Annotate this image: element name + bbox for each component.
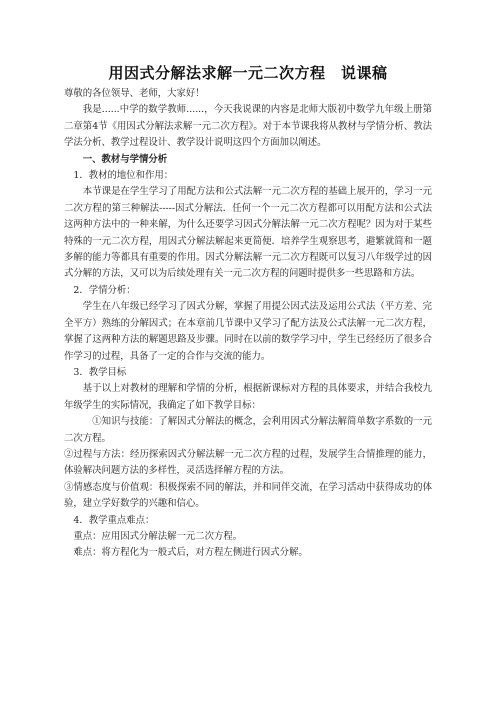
subheading-2: 2．学情分析： (73, 284, 136, 296)
intro-paragraph: 我是......中学的数学教师......，今天我说课的内容是北师大版初中数学九年级上册第二章第4节《用因式分解法求解一元二次方程》。对于本节课我将从教材与学情分析、教法学法分析、教学过程设计、教学设计说明这四个方面加以阐述。 (64, 104, 432, 149)
paragraph-student-analysis: 学生在八年级已经学习了因式分解，掌握了用提公因式法及运用公式法（平方差、完全平方）熟练的分解因式；在本章前几节课中又学习了配方法及公式法解一元二次方程，掌握了这两种方法的解题思路及步骤。同时在以前的数学学习中，学生已经经历了很多合作学习的过程，具备了一定的合作与交流的能力。 (64, 301, 432, 362)
subheading-4: 4．教学重点难点： (73, 514, 155, 526)
subheading-3: 3．教学目标 (73, 366, 127, 378)
key-point: 重点：应用因式分解法解一元二次方程。 (73, 530, 243, 542)
subheading-1: 1．教材的地位和作用： (73, 170, 174, 182)
section-heading-1: 一、教材与学情分析 (82, 153, 168, 165)
paragraph-objectives-intro: 基于以上对教材的理解和学情的分析，根据新课标对方程的具体要求，并结合我校九年级学生的实际情况，我确定了如下教学目标： (64, 383, 432, 411)
document-body (64, 86, 432, 562)
objective-attitude: ③情感态度与价值观：积极探索不同的解法，并和同伴交流，在学习活动中获得成功的体验，建立学好数学的兴趣和信心。 (64, 481, 432, 510)
difficult-point: 难点：将方程化为一般式后，对方程左侧进行因式分解。 (73, 547, 308, 559)
greeting: 尊敬的各位领导、老师，大家好！ (64, 88, 205, 99)
objective-process: ②过程与方法：经历探索因式分解法解一元二次方程的过程，发展学生合情推理的能力，体验解决问题方法的多样性，灵活选择解方程的方法。 (64, 448, 432, 477)
objective-knowledge: ①知识与技能：了解因式分解法的概念，会利用因式分解法解简单数字系数的一元二次方程。 (64, 416, 432, 444)
paragraph-textbook-role: 本节课是在学生学习了用配方法和公式法解一元二次方程的基础上展开的，学习一元二次方程的第三种解法-----因式分解法．任何一个一元二次方程都可以用配方法和公式法这两种方法中的一种来解，为什么还要学习因式分解法解一元二次方程呢？因为对于某些特殊的一元二次方程，用因式分解法解起来更简便．培养学生观察思考，避繁就简和一题多解的能力等都具有重要的作用。因式分解法解一元二次方程既可以复习八年级学过的因式分解的方法，又可以为后续处理有关一元二次方程的问题时提供多一些思路和方法。 (64, 186, 432, 280)
document-title: 用因式分解法求解一元二次方程 说课稿 (108, 64, 388, 82)
